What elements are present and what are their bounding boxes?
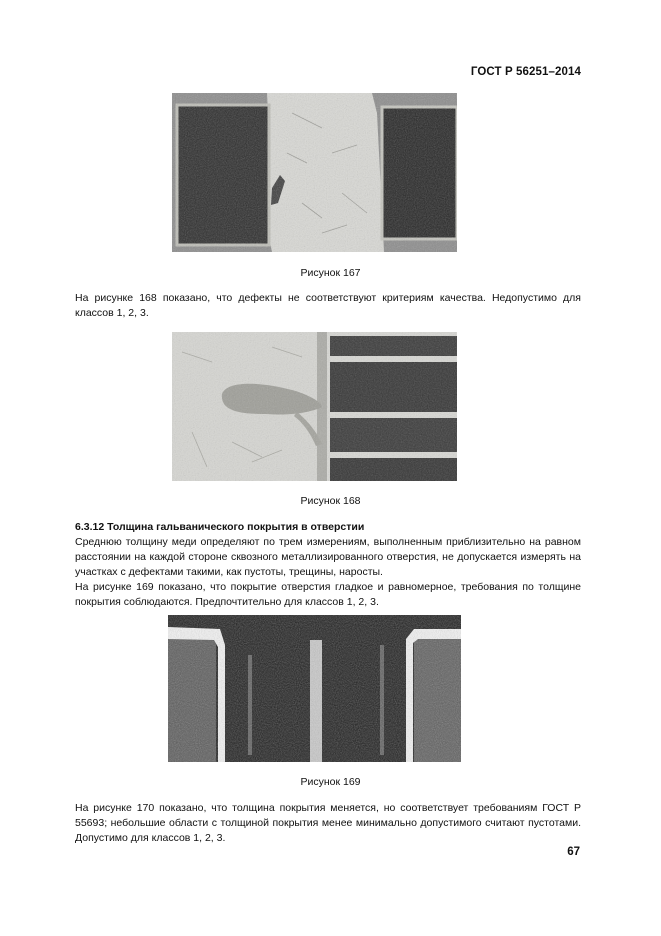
paragraph-text: На рисунке 168 показано, что дефекты не соответствуют критериям качества. Недопустимо для классов 1, 2, 3. <box>75 292 581 319</box>
paragraph-figure-168-intro <box>75 291 581 321</box>
section-heading: 6.3.12 Толщина гальванического покрытия в отверстии <box>75 521 365 533</box>
paragraph-text: На рисунке 169 показано, что покрытие отверстия гладкое и равномерное, требования по толщине покрытия соблюдаются. Предпочтительно для классов 1, 2, 3. <box>75 581 581 608</box>
figure-169-image <box>168 615 461 762</box>
paragraph-text: На рисунке 170 показано, что толщина покрытия меняется, но соответствует требованиям ГОСТ Р 55693; небольшие области с толщиной покрытия менее минимально допустимого считают пустотами. Допустимо для классов 1, 2, 3. <box>75 802 581 844</box>
figure-168-image <box>172 332 457 481</box>
figure-167-caption: Рисунок 167 <box>300 267 361 279</box>
paragraph-figure-170 <box>75 801 581 846</box>
figure-167-image <box>172 93 457 252</box>
paragraph-section-6-3-12 <box>75 520 581 610</box>
paragraph-text: Среднюю толщину меди определяют по трем измерениям, выполненным приблизительно на равном расстоянии на каждой стороне сквозного металлизированного отверстия, не допускается измерять на участках с дефектами такими, как пустоты, трещины, наросты. <box>75 536 581 578</box>
page-number: 67 <box>567 846 580 858</box>
figure-168-caption: Рисунок 168 <box>300 495 361 507</box>
document-id: ГОСТ Р 56251–2014 <box>470 66 581 78</box>
figure-169-caption: Рисунок 169 <box>300 776 361 788</box>
